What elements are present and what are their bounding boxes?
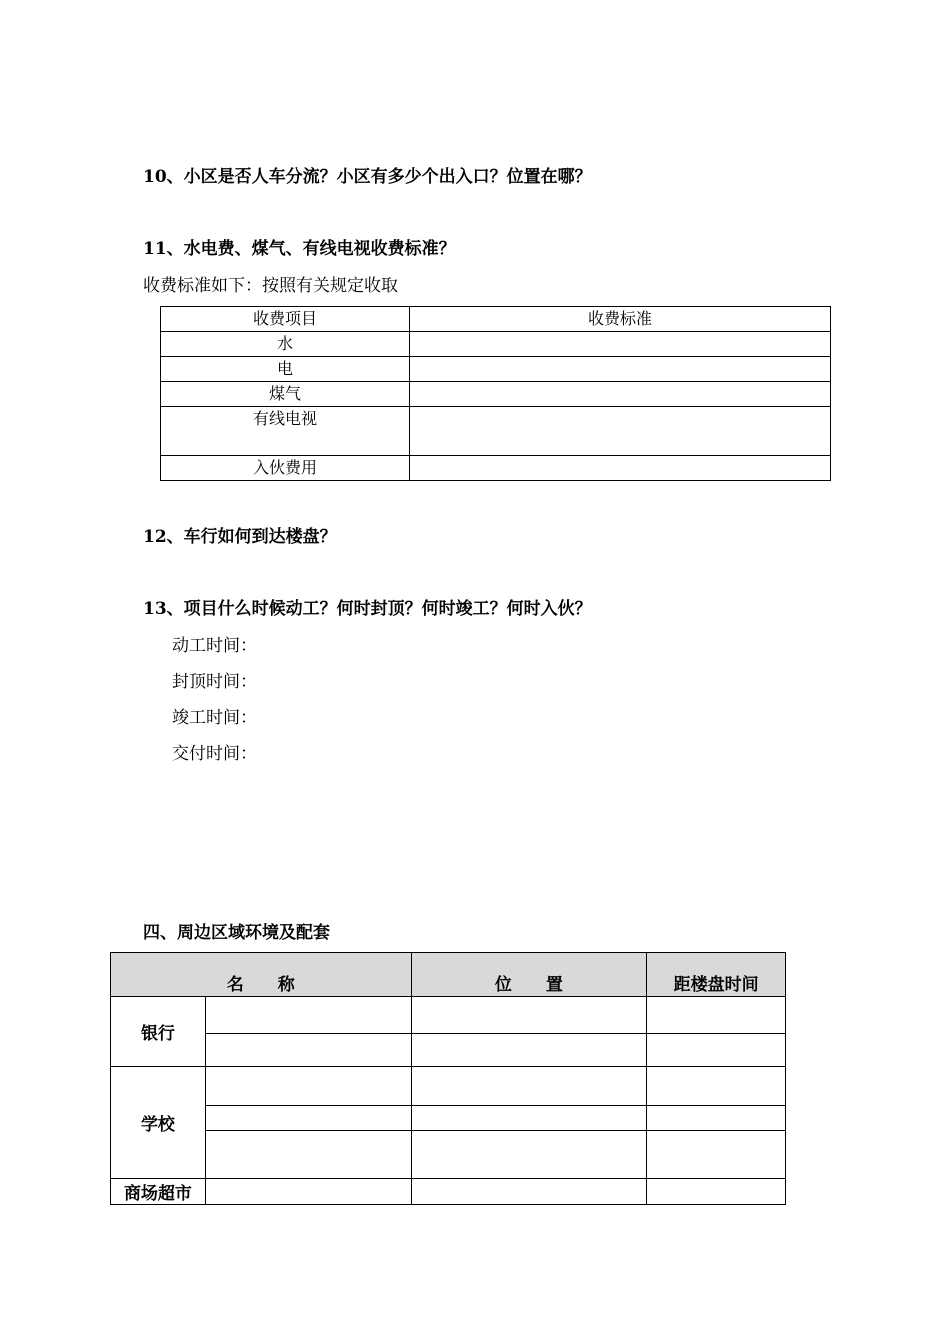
location-cell [411,1034,647,1067]
q13-title: 13、项目什么时候动工？何时封顶？何时竣工？何时入伙？ [143,599,592,619]
location-cell [411,1067,647,1106]
header-distance-time: 距楼盘时间 [647,953,786,997]
time-cell [647,1179,786,1205]
fee-item-cell: 入伙费用 [161,456,410,481]
table-row [111,1131,786,1179]
location-cell [411,1106,647,1131]
time-cell [647,1034,786,1067]
fee-standard-cell [410,357,831,382]
category-school: 学校 [111,1067,206,1179]
name-cell [205,1034,411,1067]
category-bank: 银行 [111,997,206,1067]
time-cell [647,1106,786,1131]
location-cell [411,1179,647,1205]
time-cell [647,1131,786,1179]
table-row [161,357,831,382]
category-mall-supermarket: 商场超市 [111,1179,206,1205]
fee-standard-cell [410,407,831,456]
fee-item-cell: 有线电视 [161,407,410,456]
section4-title: 四、周边区域环境及配套 [143,923,330,943]
table-row [161,456,831,481]
q11-title: 11、水电费、煤气、有线电视收费标准？ [143,239,456,259]
surroundings-table [110,952,786,1205]
name-cell [205,1131,411,1179]
table-row [161,382,831,407]
location-cell [411,997,647,1034]
fee-standard-cell [410,456,831,481]
q10-title: 10、小区是否人车分流？小区有多少个出入口？位置在哪？ [143,167,592,187]
header-location: 位 置 [411,953,647,997]
fee-item-cell: 水 [161,332,410,357]
header-fee-standard: 收费标准 [410,307,831,332]
fee-standard-table [160,306,831,481]
fee-standard-cell [410,382,831,407]
table-header-row [111,953,786,997]
time-cell [647,997,786,1034]
delivery-time-label: 交付时间： [172,744,257,764]
table-row [111,1067,786,1106]
table-row [111,1106,786,1131]
time-cell [647,1067,786,1106]
q12-title: 12、车行如何到达楼盘？ [143,527,337,547]
table-row [161,407,831,456]
header-name: 名 称 [111,953,412,997]
header-fee-item: 收费项目 [161,307,410,332]
table-row [111,1034,786,1067]
completion-time-label: 竣工时间： [172,708,257,728]
table-row [111,997,786,1034]
table-row [111,1179,786,1205]
name-cell [205,1106,411,1131]
name-cell [205,1067,411,1106]
name-cell [205,997,411,1034]
q11-intro: 收费标准如下：按照有关规定收取 [143,276,398,296]
fee-standard-cell [410,332,831,357]
fee-item-cell: 电 [161,357,410,382]
table-header-row [161,307,831,332]
fee-item-cell: 煤气 [161,382,410,407]
name-cell [205,1179,411,1205]
topping-time-label: 封顶时间： [172,672,257,692]
table-row [161,332,831,357]
location-cell [411,1131,647,1179]
start-time-label: 动工时间： [172,636,257,656]
